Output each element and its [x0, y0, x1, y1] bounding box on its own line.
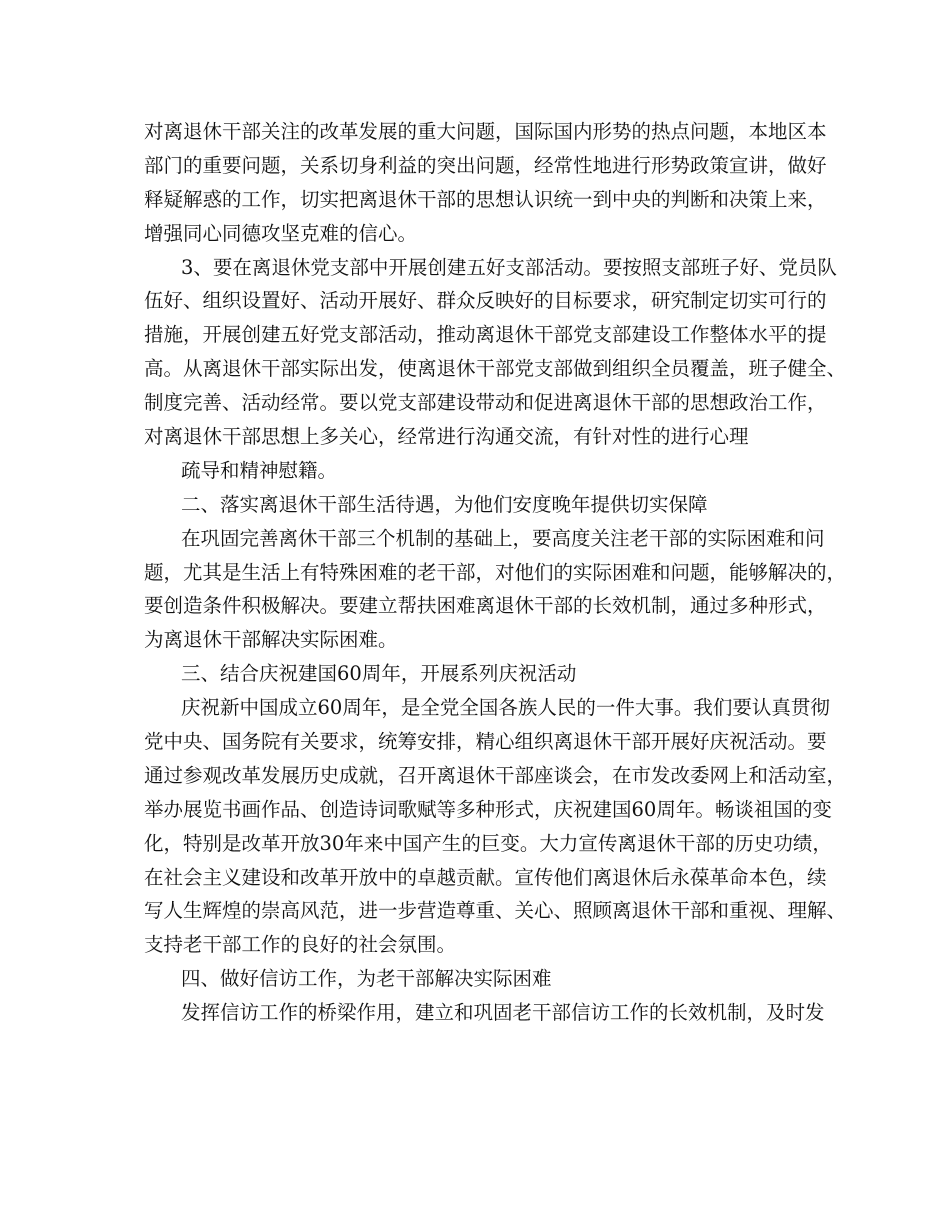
text-line: 增强同心同德攻坚克难的信心。 [144, 221, 418, 245]
section-heading: 四、做好信访工作，为老干部解决实际困难 [181, 967, 552, 991]
text-line: 写人生辉煌的崇高风范，进一步营造尊重、关心、照顾离退休干部和重视、理解、 [144, 899, 847, 923]
text-line: 措施，开展创建五好党支部活动，推动离退休干部党支部建设工作整体水平的提 [144, 323, 827, 347]
text-line: 在社会主义建设和改革开放中的卓越贡献。宣传他们离退休后永葆革命本色，续 [144, 865, 827, 889]
text-line: 伍好、组织设置好、活动开展好、群众反映好的目标要求，研究制定切实可行的 [144, 289, 827, 313]
text-line: 高。从离退休干部实际出发，使离退休干部党支部做到组织全员覆盖，班子健全、 [144, 357, 847, 381]
text-line: 举办展览书画作品、创造诗词歌赋等多种形式，庆祝建国60周年。畅谈祖国的变 [144, 797, 832, 821]
text-line: 通过参观改革发展历史成就，召开离退休干部座谈会，在市发改委网上和活动室， [144, 763, 847, 787]
text-line: 3、要在离退休党支部中开展创建五好支部活动。要按照支部班子好、党员队 [181, 255, 837, 279]
section-heading: 三、结合庆祝建国60周年，开展系列庆祝活动 [181, 662, 577, 686]
text-line: 化，特别是改革开放30年来中国产生的巨变。大力宣传离退休干部的历史功绩， [144, 831, 832, 855]
text-line: 释疑解惑的工作，切实把离退休干部的思想认识统一到中央的判断和决策上来， [144, 187, 827, 211]
text-line: 部门的重要问题，关系切身利益的突出问题，经常性地进行形势政策宣讲，做好 [144, 153, 827, 177]
text-line: 在巩固完善离休干部三个机制的基础上，要高度关注老干部的实际困难和问 [181, 526, 825, 550]
text-line: 题，尤其是生活上有特殊困难的老干部，对他们的实际困难和问题，能够解决的， [144, 560, 847, 584]
text-line: 对离退休干部思想上多关心，经常进行沟通交流，有针对性的进行心理 [144, 425, 749, 449]
text-line: 发挥信访工作的桥梁作用，建立和巩固老干部信访工作的长效机制，及时发 [181, 1001, 825, 1025]
section-heading: 二、落实离退休干部生活待遇，为他们安度晚年提供切实保障 [181, 492, 708, 516]
text-line: 要创造条件积极解决。要建立帮扶困难离退休干部的长效机制，通过多种形式， [144, 594, 827, 618]
text-line: 疏导和精神慰籍。 [181, 458, 338, 482]
text-line: 为离退休干部解决实际困难。 [144, 628, 398, 652]
text-line: 庆祝新中国成立60周年，是全党全国各族人民的一件大事。我们要认真贯彻 [181, 696, 830, 720]
text-line: 支持老干部工作的良好的社会氛围。 [144, 933, 457, 957]
text-line: 制度完善、活动经常。要以党支部建设带动和促进离退休干部的思想政治工作， [144, 391, 827, 415]
text-line: 党中央、国务院有关要求，统筹安排，精心组织离退休干部开展好庆祝活动。要 [144, 730, 827, 754]
text-line: 对离退休干部关注的改革发展的重大问题，国际国内形势的热点问题，本地区本 [144, 120, 827, 143]
